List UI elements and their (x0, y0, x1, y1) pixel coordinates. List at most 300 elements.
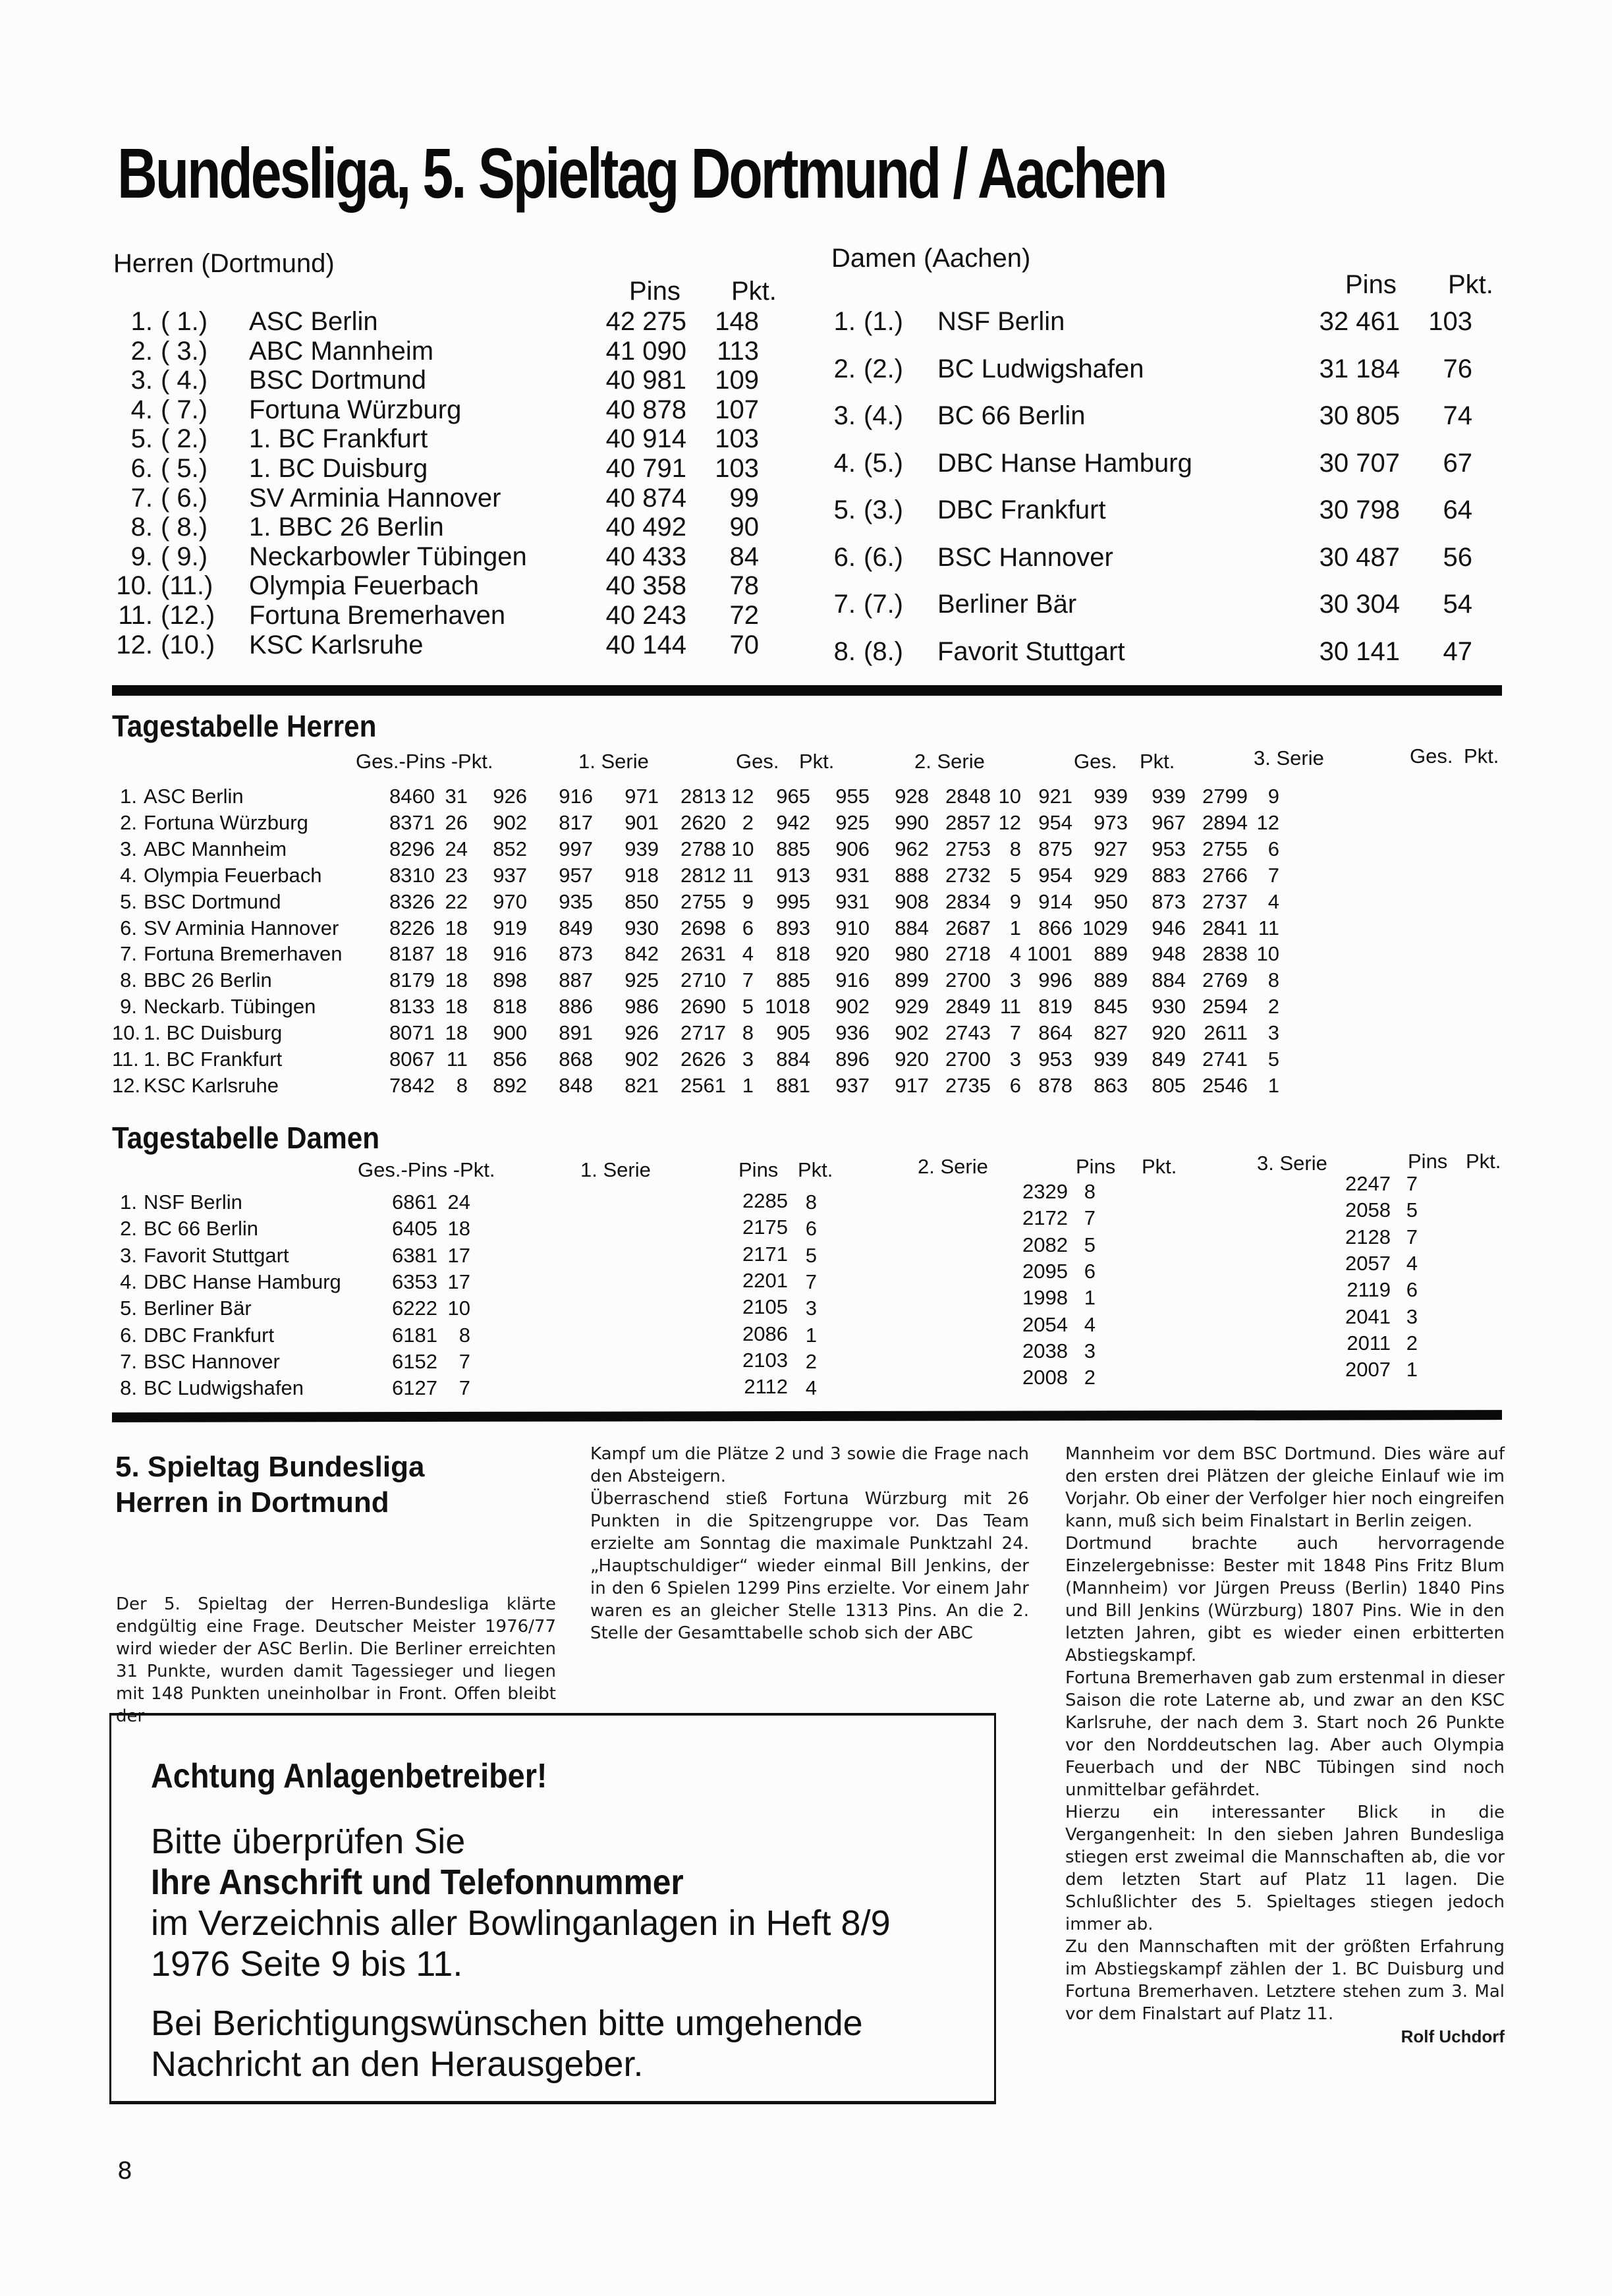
table-row (112, 1073, 1509, 1099)
ges-pins: 8067 (389, 1048, 435, 1071)
article-title (115, 1449, 424, 1521)
serie3-game2: 939 (1094, 1048, 1128, 1071)
rank: 5. (120, 889, 137, 913)
pins: 30 141 (1319, 636, 1400, 666)
rank: 8. (120, 1376, 137, 1400)
serie3-pkt: 2 (1406, 1331, 1418, 1355)
prev-rank: (1.) (864, 307, 903, 336)
points: 67 (1443, 448, 1472, 478)
ges-pkt: 7 (459, 1349, 470, 1373)
serie1-pkt: 3 (742, 1048, 754, 1071)
prev-rank: (8.) (864, 636, 903, 666)
prev-rank: ( 1.) (161, 307, 208, 336)
serie1-pins: 2201 (742, 1268, 788, 1292)
standings-row (113, 424, 785, 454)
serie1-game3: 939 (625, 837, 659, 860)
ges-pkt: 23 (445, 863, 468, 887)
rank: 4. (130, 395, 153, 424)
article-column-2 (590, 1443, 1029, 1644)
serie3-pins: 2007 (1345, 1358, 1391, 1382)
team-name: ABC Mannheim (144, 837, 287, 860)
team-name: SV Arminia Hannover (144, 916, 339, 939)
pins: 40 243 (605, 601, 686, 630)
pins: 40 914 (605, 424, 686, 454)
serie3-game3: 873 (1152, 889, 1186, 913)
rank: 2. (120, 810, 137, 834)
pins: 30 304 (1319, 590, 1400, 619)
rank: 1. (833, 307, 856, 336)
article-paragraph: Hierzu ein interessanter Blick in die Vergangenheit: In den sieben Jahren Bundesliga stiegen erst zweimal die Mannschaften ab, die vor dem letzten Start auf Platz 11 lagen. Die Schlußlichter des 5. Spieltages stiegen jedoch immer ab. (1065, 1803, 1505, 1934)
points: 56 (1443, 542, 1472, 572)
rank: 5. (130, 424, 153, 454)
pins: 40 433 (605, 542, 686, 571)
pins: 40 791 (605, 454, 686, 483)
rank: 3. (130, 366, 153, 395)
serie3-game3: 920 (1152, 1021, 1186, 1045)
team-name: Olympia Feuerbach (144, 863, 322, 887)
serie3-pkt: 10 (1256, 942, 1279, 966)
serie1-game2: 873 (559, 942, 593, 966)
serie3-total: 2841 (1202, 916, 1248, 939)
table-row (112, 889, 1509, 915)
serie1-total: 2698 (681, 916, 726, 939)
article-paragraph: Dortmund brachte auch hervorragende Einzelergebnisse: Bester mit 1848 Pins Fritz Blum (Mannheim) vor Jürgen Preuss (Berlin) 1840 Pins und Bill Jenkins (Würzburg) 1807 Pins. Wie in den letzten Jahren, gibt es wieder einen erbitterten Abstiegskampf. (1065, 1534, 1505, 1666)
serie2-game3: 962 (895, 837, 929, 860)
serie2-game2: 906 (835, 837, 870, 860)
ges-pins: 8371 (389, 810, 435, 834)
serie2-total: 2732 (945, 863, 991, 887)
serie1-pkt: 12 (731, 785, 754, 808)
team-name: NSF Berlin (144, 1190, 242, 1214)
serie2-game2: 902 (835, 995, 870, 1019)
serie1-total: 2813 (681, 785, 726, 808)
td-pins3: Pins (1408, 1150, 1448, 1173)
th-pkt2: Pkt. (1140, 750, 1175, 773)
serie1-game1: 916 (493, 942, 527, 966)
serie2-game2: 896 (835, 1048, 870, 1071)
serie2-pkt: 5 (1084, 1233, 1096, 1256)
serie2-pkt: 4 (1009, 942, 1021, 966)
serie2-game3: 902 (895, 1021, 929, 1045)
serie2-pkt: 3 (1084, 1339, 1096, 1362)
serie1-game1: 852 (493, 837, 527, 860)
article-paragraph: Überraschend stieß Fortuna Würzburg mit 26 Punkten in die Spitzengruppe vor. Das Team erzielte am Sonntag die maximale Punktzahl 24. „Hauptschuldiger“ wieder einmal Bill Jenkins, der in den 6 Spielen 1299 Pins erzielte. Vor einem Jahr waren es an gleicher Stelle 1313 Pins. An die 2. Stelle der Gesamttabelle schob sich der ABC (590, 1489, 1029, 1643)
serie3-game1: 954 (1038, 863, 1072, 887)
serie1-pkt: 2 (742, 810, 754, 834)
ges-pins: 8179 (389, 968, 435, 992)
serie2-game2: 931 (835, 863, 870, 887)
serie2-game1: 885 (776, 837, 810, 860)
team-name: Favorit Stuttgart (937, 636, 1125, 666)
team-name: BC 66 Berlin (144, 1217, 259, 1241)
ges-pins: 8296 (389, 837, 435, 860)
article-column-3 (1065, 1443, 1505, 2048)
serie1-pins: 2086 (742, 1322, 788, 1345)
standings-row (827, 636, 1512, 667)
points: 64 (1443, 495, 1472, 524)
serie3-game2: 889 (1094, 942, 1128, 966)
serie3-game2: 929 (1094, 863, 1128, 887)
pins: 32 461 (1319, 307, 1400, 336)
pins: 40 358 (605, 571, 686, 601)
team-name: Neckarb. Tübingen (144, 995, 316, 1019)
notice-line: Bei Berichtigungswünschen bitte umgehende (151, 2003, 863, 2043)
serie2-pkt: 4 (1084, 1312, 1096, 1336)
table-row (112, 967, 1509, 994)
ges-pkt: 18 (445, 995, 468, 1019)
serie2-pins: 2172 (1022, 1206, 1068, 1230)
prev-rank: ( 8.) (161, 513, 208, 542)
serie1-pins: 2105 (742, 1295, 788, 1319)
th-serie2: 2. Serie (914, 750, 985, 773)
serie1-game1: 898 (493, 968, 527, 992)
serie2-game1: 885 (776, 968, 810, 992)
prev-rank: (4.) (864, 401, 903, 430)
serie1-game3: 971 (625, 785, 659, 808)
th-serie3: 3. Serie (1254, 746, 1324, 770)
serie2-pkt: 3 (1009, 1048, 1021, 1071)
damen-col-pins: Pins (1345, 270, 1397, 299)
serie1-game1: 856 (493, 1048, 527, 1071)
serie2-total: 2849 (945, 995, 991, 1019)
team-name: Fortuna Würzburg (249, 395, 462, 424)
rank: 12. (116, 630, 153, 659)
divider-rule (112, 685, 1502, 696)
team-name: Fortuna Bremerhaven (249, 601, 506, 630)
serie1-game2: 849 (559, 916, 593, 939)
serie3-pins: 2247 (1345, 1172, 1391, 1195)
serie1-pins: 2103 (742, 1348, 788, 1372)
ges-pins: 8226 (389, 916, 435, 939)
team-name: Olympia Feuerbach (249, 571, 480, 601)
serie1-pkt: 1 (742, 1073, 754, 1097)
team-name: BC 66 Berlin (937, 401, 1086, 430)
team-name: Fortuna Bremerhaven (144, 942, 343, 966)
standings-row (113, 306, 785, 337)
serie3-total: 2737 (1202, 889, 1248, 913)
serie1-total: 2710 (681, 968, 726, 992)
ges-pkt: 22 (445, 889, 468, 913)
table-row (112, 915, 1509, 941)
points: 47 (1443, 636, 1472, 666)
serie2-game3: 980 (895, 942, 929, 966)
serie3-pins: 2011 (1347, 1331, 1391, 1355)
serie3-total: 2546 (1202, 1073, 1248, 1097)
serie2-pins: 2095 (1022, 1259, 1068, 1283)
serie1-game3: 986 (625, 995, 659, 1019)
prev-rank: ( 7.) (161, 395, 208, 424)
serie1-pkt: 1 (805, 1323, 817, 1347)
ges-pins: 8310 (389, 863, 435, 887)
notice-line: Bitte überprüfen Sie (151, 1822, 466, 1861)
serie1-pkt: 11 (732, 863, 754, 887)
damen-standings-title: Damen (Aachen) (831, 244, 1031, 273)
serie1-game1: 900 (493, 1021, 527, 1045)
td-serie1: 1. Serie (580, 1158, 651, 1181)
serie3-total: 2594 (1202, 995, 1248, 1019)
serie2-game1: 1018 (765, 995, 810, 1019)
serie1-game1: 818 (493, 995, 527, 1019)
serie3-game1: 866 (1038, 916, 1072, 939)
herren-col-pkt: Pkt. (731, 277, 777, 306)
serie1-pkt: 5 (805, 1243, 817, 1267)
serie2-game2: 936 (835, 1021, 870, 1045)
damen-col-pkt: Pkt. (1448, 270, 1493, 299)
serie2-game3: 899 (895, 968, 929, 992)
rank: 6. (120, 1323, 137, 1347)
table-row (112, 862, 1509, 889)
serie2-total: 2834 (945, 889, 991, 913)
table-row (112, 810, 1509, 836)
standings-row (827, 354, 1512, 384)
serie1-pkt: 7 (742, 968, 754, 992)
serie2-game1: 881 (776, 1073, 810, 1097)
td-serie2: 2. Serie (918, 1155, 988, 1178)
serie1-game3: 821 (625, 1073, 659, 1097)
team-name: Berliner Bär (937, 590, 1077, 619)
serie3-pkt: 6 (1406, 1278, 1418, 1302)
pins: 30 707 (1319, 448, 1400, 478)
serie3-total: 2766 (1202, 863, 1248, 887)
serie1-game2: 957 (559, 863, 593, 887)
serie3-pins: 2058 (1345, 1198, 1391, 1222)
serie3-total: 2799 (1202, 785, 1248, 808)
rank: 5. (120, 1297, 137, 1320)
serie1-pkt: 10 (731, 837, 754, 860)
prev-rank: ( 5.) (161, 454, 208, 483)
article-paragraph: Zu den Mannschaften mit der größten Erfahrung im Abstiegskampf zählen der 1. BC Duisburg und Fortuna Bremerhaven. Letztere stehen zum 3. Mal vor dem Finalstart auf Platz 11. (1065, 1937, 1505, 2024)
rank: 1. (130, 307, 153, 336)
th-serie1: 1. Serie (578, 750, 649, 773)
points: 109 (715, 366, 759, 395)
divider-rule-2 (112, 1410, 1502, 1422)
serie2-pkt: 12 (998, 810, 1021, 834)
serie3-game1: 953 (1038, 1048, 1072, 1071)
team-name: SV Arminia Hannover (249, 483, 501, 513)
notice-line: im Verzeichnis aller Bowlinganlagen in Heft 8/9 (151, 1903, 891, 1943)
pins: 40 874 (605, 483, 686, 513)
team-name: BSC Dortmund (249, 366, 426, 395)
team-name: BSC Dortmund (144, 889, 281, 913)
team-name: DBC Hanse Hamburg (937, 448, 1192, 478)
ges-pkt: 18 (445, 968, 468, 992)
pins: 30 487 (1319, 542, 1400, 572)
serie3-game3: 883 (1152, 863, 1186, 887)
serie3-pkt: 5 (1267, 1048, 1279, 1071)
serie2-total: 2753 (945, 837, 991, 860)
serie3-game3: 805 (1152, 1073, 1186, 1097)
serie2-pins: 2054 (1022, 1312, 1068, 1336)
serie1-pkt: 7 (805, 1270, 817, 1293)
serie1-game2: 916 (559, 785, 593, 808)
td-pkt2: Pkt. (1142, 1155, 1177, 1178)
rank: 2. (130, 336, 153, 366)
serie1-game1: 926 (493, 785, 527, 808)
rank: 1. (120, 785, 137, 808)
standings-row (113, 630, 785, 660)
standings-row (113, 395, 785, 425)
prev-rank: (6.) (864, 542, 903, 572)
team-name: DBC Hanse Hamburg (144, 1270, 341, 1293)
table-row (112, 994, 1509, 1020)
serie3-pkt: 7 (1406, 1172, 1418, 1195)
serie3-game2: 973 (1094, 810, 1128, 834)
rank: 4. (120, 1270, 137, 1293)
th-ges1: Ges. (736, 750, 779, 773)
serie3-game1: 878 (1038, 1073, 1072, 1097)
serie1-game2: 868 (559, 1048, 593, 1071)
serie1-game3: 930 (625, 916, 659, 939)
serie2-game3: 908 (895, 889, 929, 913)
serie1-game2: 891 (559, 1021, 593, 1045)
th-ges3: Ges. (1410, 744, 1453, 768)
standings-row (827, 401, 1512, 431)
rank: 10. (112, 1021, 141, 1045)
serie1-total: 2561 (681, 1073, 726, 1097)
herren-col-pins: Pins (629, 277, 681, 306)
rank: 7. (120, 1349, 137, 1373)
serie2-game1: 913 (776, 863, 810, 887)
notice-heading: Achtung Anlagenbetreiber! (151, 1757, 547, 1795)
team-name: BC Ludwigshafen (937, 354, 1144, 383)
serie2-pkt: 3 (1009, 968, 1021, 992)
serie2-game3: 990 (895, 810, 929, 834)
serie2-game3: 884 (895, 916, 929, 939)
ges-pins: 7842 (389, 1073, 435, 1097)
serie3-pkt: 3 (1406, 1304, 1418, 1328)
table-row (112, 1172, 1509, 1216)
serie3-pkt: 11 (1258, 916, 1279, 939)
th-ges-pins-pkt: Ges.-Pins -Pkt. (356, 750, 493, 773)
serie3-game1: 921 (1038, 785, 1072, 808)
page-number: 8 (117, 2158, 132, 2185)
standings-row (113, 483, 785, 513)
serie1-game2: 886 (559, 995, 593, 1019)
serie3-game3: 946 (1152, 916, 1186, 939)
serie1-game1: 937 (493, 863, 527, 887)
serie1-game2: 997 (559, 837, 593, 860)
ges-pins: 6353 (392, 1270, 437, 1293)
serie2-game1: 893 (776, 916, 810, 939)
team-name: KSC Karlsruhe (249, 630, 424, 659)
serie2-game2: 937 (835, 1073, 870, 1097)
points: 103 (715, 424, 759, 454)
points: 107 (715, 395, 759, 424)
prev-rank: (7.) (864, 590, 903, 619)
serie3-game2: 845 (1094, 995, 1128, 1019)
serie3-pkt: 9 (1267, 785, 1279, 808)
rank: 4. (120, 863, 137, 887)
serie3-game2: 939 (1094, 785, 1128, 808)
pins: 40 981 (605, 366, 686, 395)
th-pkt3: Pkt. (1464, 744, 1499, 768)
serie3-pkt: 1 (1267, 1073, 1279, 1097)
team-name: 1. BBC 26 Berlin (249, 513, 444, 542)
serie2-pins: 2008 (1022, 1366, 1068, 1389)
notice-box (109, 1713, 996, 2104)
standings-row (827, 495, 1512, 525)
article-paragraph: Kampf um die Plätze 2 und 3 sowie die Frage nach den Absteigern. (590, 1444, 1029, 1486)
serie1-game3: 918 (625, 863, 659, 887)
serie1-pkt: 5 (742, 995, 754, 1019)
standings-row (827, 448, 1512, 478)
pins: 40 878 (605, 395, 686, 424)
serie1-total: 2788 (681, 837, 726, 860)
serie1-pkt: 3 (805, 1297, 817, 1320)
article-author: Rolf Uchdorf (1401, 2027, 1505, 2046)
serie1-pkt: 8 (805, 1190, 817, 1214)
rank: 11. (112, 1048, 139, 1071)
team-name: Berliner Bär (144, 1297, 252, 1320)
serie2-game3: 888 (895, 863, 929, 887)
team-name: KSC Karlsruhe (144, 1073, 279, 1097)
serie2-game3: 917 (895, 1073, 929, 1097)
team-name: Fortuna Würzburg (144, 810, 308, 834)
points: 84 (729, 542, 759, 571)
points: 103 (715, 454, 759, 483)
standings-row (113, 542, 785, 572)
ges-pins: 8187 (389, 942, 435, 966)
serie1-pkt: 6 (805, 1217, 817, 1241)
rank: 4. (833, 448, 856, 478)
standings-row (113, 571, 785, 601)
serie3-pkt: 4 (1267, 889, 1279, 913)
ges-pkt: 8 (459, 1323, 470, 1347)
serie3-game1: 996 (1038, 968, 1072, 992)
serie2-game2: 916 (835, 968, 870, 992)
serie3-game3: 953 (1152, 837, 1186, 860)
ges-pkt: 31 (445, 785, 468, 808)
points: 72 (729, 601, 759, 630)
serie3-game3: 948 (1152, 942, 1186, 966)
serie3-game1: 914 (1038, 889, 1072, 913)
serie2-pkt: 7 (1009, 1021, 1021, 1045)
prev-rank: ( 6.) (161, 483, 208, 513)
td-pkt3: Pkt. (1466, 1150, 1501, 1173)
article-column-1 (116, 1593, 556, 1727)
serie1-pkt: 6 (742, 916, 754, 939)
table-row (112, 1046, 1509, 1073)
notice-line: 1976 Seite 9 bis 11. (151, 1944, 463, 1984)
serie3-pkt: 3 (1267, 1021, 1279, 1045)
serie1-pins: 2285 (742, 1189, 788, 1212)
serie2-total: 2857 (945, 810, 991, 834)
herren-standings-title: Herren (Dortmund) (113, 249, 335, 278)
serie3-game3: 884 (1152, 968, 1186, 992)
serie2-game2: 955 (835, 785, 870, 808)
prev-rank: ( 3.) (161, 336, 208, 366)
notice-line: Nachricht an den Herausgeber. (151, 2044, 644, 2084)
serie1-game1: 902 (493, 810, 527, 834)
serie3-pkt: 7 (1406, 1225, 1418, 1248)
serie2-game1: 995 (776, 889, 810, 913)
prev-rank: (12.) (161, 601, 215, 630)
th-pkt1: Pkt. (799, 750, 835, 773)
team-name: 1. BC Frankfurt (144, 1048, 283, 1071)
pins: 40 144 (605, 630, 686, 659)
rank: 12. (112, 1073, 141, 1097)
team-name: BSC Hannover (937, 542, 1113, 572)
prev-rank: (10.) (161, 630, 215, 659)
serie1-game2: 848 (559, 1073, 593, 1097)
serie3-total: 2611 (1204, 1021, 1248, 1045)
serie3-total: 2838 (1202, 942, 1248, 966)
serie3-pins: 2128 (1345, 1225, 1391, 1248)
serie2-pkt: 2 (1084, 1366, 1096, 1389)
serie3-game2: 827 (1094, 1021, 1128, 1045)
serie2-pins: 1998 (1022, 1286, 1068, 1310)
serie3-game1: 1001 (1027, 942, 1072, 966)
